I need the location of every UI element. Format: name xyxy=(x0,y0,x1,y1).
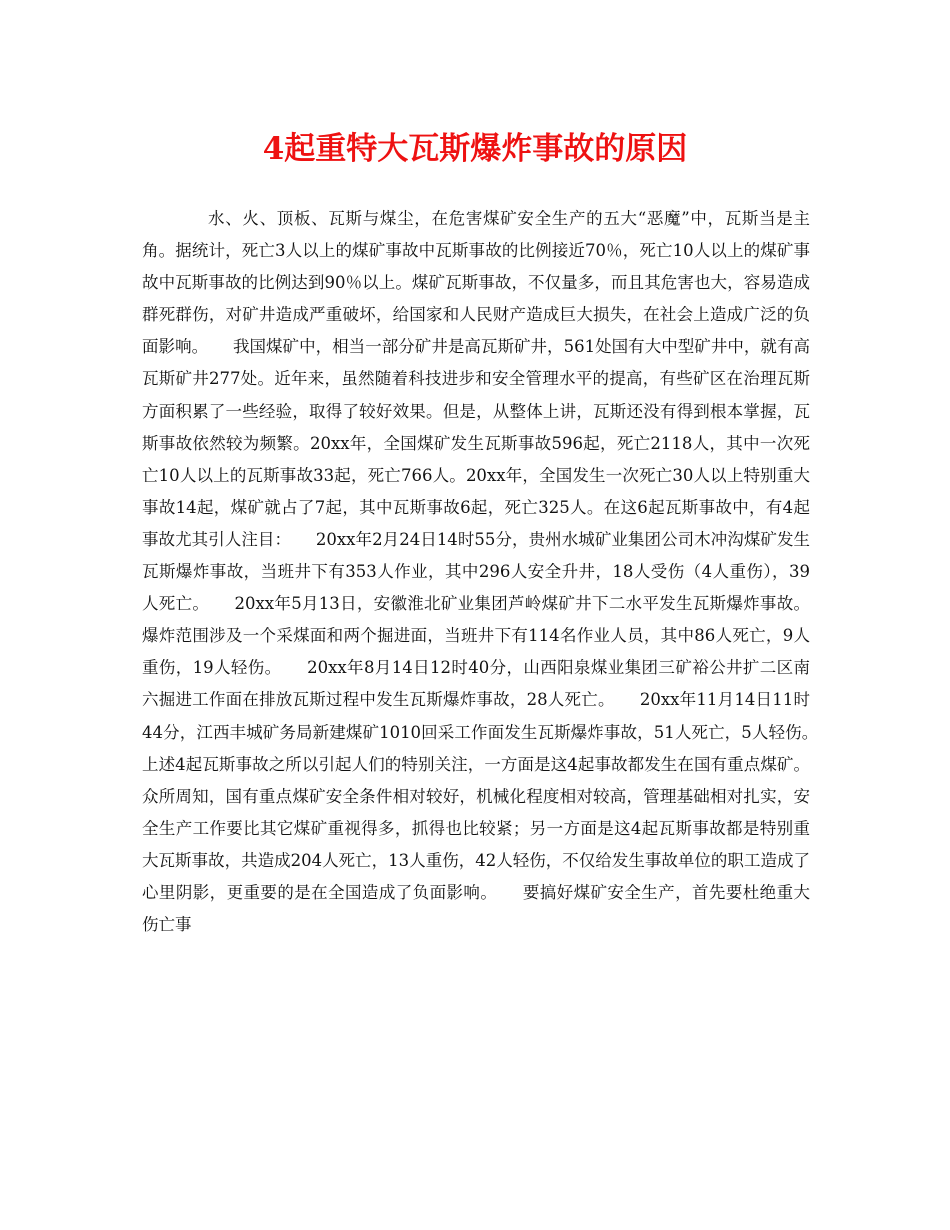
document-title: 4起重特大瓦斯爆炸事故的原因 xyxy=(262,131,688,167)
document-body-paragraph: 水、火、顶板、瓦斯与煤尘，在危害煤矿安全生产的五大“恶魔”中，瓦斯当是主角。据统计，死亡3人以上的煤矿事故中瓦斯事故的比例接近70％，死亡10人以上的煤矿事故中瓦斯事故的比例达到90％以上。煤矿瓦斯事故，不仅量多，而且其危害也大，容易造成群死群伤，对矿井造成严重破坏，给国家和人民财产造成巨大损失，在社会上造成广泛的负面影响。 我国煤矿中，相当一部分矿井是高瓦斯矿井，561处国有大中型矿井中，就有高瓦斯矿井277处。近年来，虽然随着科技进步和安全管理水平的提高，有些矿区在治理瓦斯方面积累了一些经验，取得了较好效果。但是，从整体上讲，瓦斯还没有得到根本掌握，瓦斯事故依然较为频繁。20xx年，全国煤矿发生瓦斯事故596起，死亡2118人，其中一次死亡10人以上的瓦斯事故33起，死亡766人。20xx年，全国发生一次死亡30人以上特别重大事故14起，煤矿就占了7起，其中瓦斯事故6起，死亡325人。在这6起瓦斯事故中，有4起事故尤其引人注目： 20xx年2月24日14时55分，贵州水城矿业集团公司木冲沟煤矿发生瓦斯爆炸事故，当班井下有353人作业，其中296人安全升井，18人受伤（4人重伤），39人死亡。 20xx年5月13日，安徽淮北矿业集团芦岭煤矿井下二水平发生瓦斯爆炸事故。爆炸范围涉及一个采煤面和两个掘进面，当班井下有114名作业人员，其中86人死亡，9人重伤，19人轻伤。 20xx年8月14日12时40分，山西阳泉煤业集团三矿裕公井扩二区南六掘进工作面在排放瓦斯过程中发生瓦斯爆炸事故，28人死亡。 20xx年11月14日11时44分，江西丰城矿务局新建煤矿1010回采工作面发生瓦斯爆炸事故，51人死亡，5人轻伤。 上述4起瓦斯事故之所以引起人们的特别关注，一方面是这4起事故都发生在国有重点煤矿。众所周知，国有重点煤矿安全条件相对较好，机械化程度相对较高，管理基础相对扎实，安全生产工作要比其它煤矿重视得多，抓得也比较紧；另一方面是这4起瓦斯事故都是特别重大瓦斯事故，共造成204人死亡，13人重伤，42人轻伤，不仅给发生事故单位的职工造成了心里阴影，更重要的是在全国造成了负面影响。 要搞好煤矿安全生产，首先要杜绝重大伤亡事 xyxy=(142,209,843,935)
